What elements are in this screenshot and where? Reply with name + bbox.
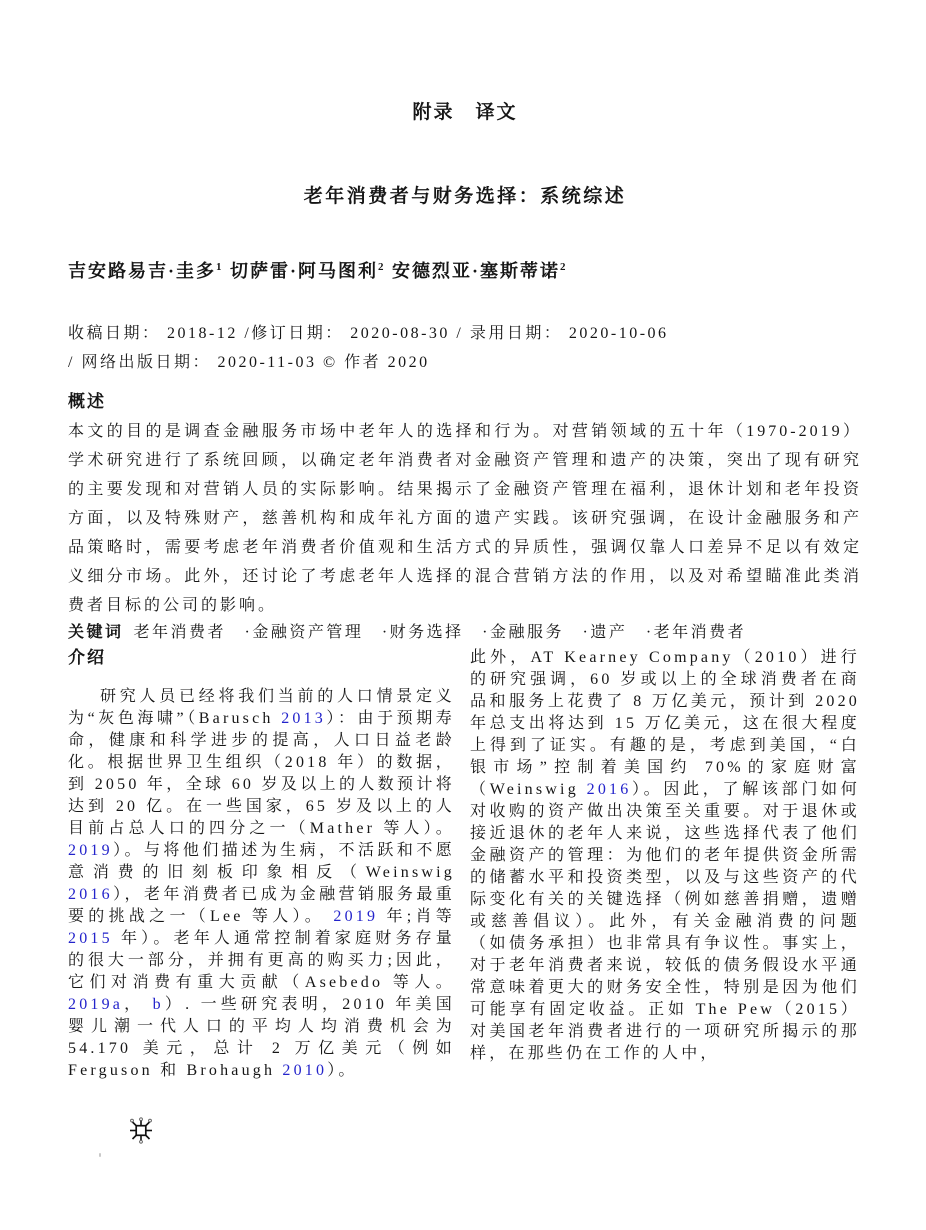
- text-run: 切萨雷·阿马图利: [223, 261, 379, 281]
- dates-block: [68, 319, 862, 377]
- citation-link[interactable]: 2010: [282, 1062, 328, 1079]
- text-run: 此外，AT Kearney Company（2010）进行的研究强调，60 岁或以上的全球消费者在商品和服务上花费了 8 万亿美元，预计到 2020 年总支出将达到 15 万亿美元，这在很大程度上得到了证实。有趣的是，考虑到美国，“白银市场”控制着美国约 70%的家庭财富（Weinswig: [470, 649, 860, 798]
- intro-right-paragraph: [470, 647, 860, 1065]
- paper-title: 老年消费者与财务选择：系统综述: [303, 186, 627, 207]
- ink-speck: [99, 1153, 101, 1157]
- keywords-label: 关键词: [68, 624, 124, 641]
- text-run: 年;肖等: [378, 908, 455, 925]
- author-affiliation-sup: 2: [560, 261, 568, 273]
- text-run: 年）。老年人通常控制着家庭财务存量的很大一部分，并拥有更高的购买力;因此，它们对消费有重大贡献（Asebedo 等人。: [68, 930, 455, 991]
- citation-link[interactable]: 2016: [586, 781, 632, 798]
- text-run: ）。因此，了解该部门如何对收购的资产做出决策至关重要。对于退休或接近退休的老年人来说，这些选择代表了他们金融资产的管理：为他们的老年提供资金所需的储蓄水平和投资类型，以及与这些资产的代际变化有关的关键选择（例如慈善捐赠，遗赠或慈善倡议）。此外，有关金融消费的问题（如债务承担）也非常具有争议性。事实上，对于老年消费者来说，较低的债务假设水平通常意味着更大的财务安全性，特别是因为他们可能享有固定收益。正如 The Pew（2015）对美国老年消费者进行的一项研究所揭示的那样，在那些仍在工作的人中，: [470, 781, 860, 1062]
- author-affiliation-sup: 1: [216, 261, 224, 273]
- introduction-columns: [68, 647, 862, 1082]
- citation-link[interactable]: 2019: [68, 842, 113, 859]
- keywords-list: 老年消费者 ·金融资产管理 ·财务选择 ·金融服务 ·遗产 ·老年消费者: [133, 624, 747, 641]
- citation-link[interactable]: 2019: [333, 908, 379, 925]
- authors-line: [68, 259, 862, 283]
- intro-left-paragraph: [68, 686, 455, 1082]
- text-run: ）。: [327, 1062, 358, 1079]
- text-run: ，: [123, 996, 153, 1013]
- text-run: 吉安路易吉·圭多: [68, 261, 217, 281]
- abstract-body: 本文的目的是调查金融服务市场中老年人的选择和行为。对营销领域的五十年（1970-2019）学术研究进行了系统回顾，以确定老年消费者对金融资产管理和遗产的决策，突出了现有研究的主要发现和对营销人员的实际影响。结果揭示了金融资产管理在福利，退休计划和老年投资方面，以及特殊财产，慈善机构和成年礼方面的遗产实践。该研究强调，在设计金融服务和产品策略时，需要考虑老年消费者价值观和生活方式的异质性，强调仅靠人口差异不足以有效定义细分市场。此外，还讨论了考虑老年人选择的混合营销方法的作用，以及对希望瞄准此类消费者目标的公司的影响。: [68, 423, 862, 614]
- citation-link[interactable]: 2016: [68, 886, 113, 903]
- text-run: ），老年消费者已成为金融营销服务最重要的挑战之一（Lee 等人）。: [68, 886, 455, 925]
- sun-ornament-icon: [128, 1117, 154, 1145]
- text-run: 安德烈亚·塞斯蒂诺: [385, 261, 561, 281]
- intro-left-column: [68, 647, 455, 1082]
- dates-line-1: 收稿日期： 2018-12 /修订日期： 2020-08-30 / 录用日期： 2020-10-06: [68, 325, 669, 342]
- text-run: ）。与将他们描述为生病，不活跃和不愿意消费的旧刻板印象相反（Weinswig: [68, 842, 455, 881]
- citation-link[interactable]: b: [152, 996, 164, 1013]
- text-run: 研究人员已经将我们当前的人口情景定义为“灰色海啸”（Barusch: [68, 688, 455, 727]
- abstract-heading: 概述: [68, 392, 106, 411]
- text-run: ）. 一些研究表明，2010 年美国婴儿潮一代人口的平均人均消费机会为 54.170 美元，总计 2 万亿美元（例如 Ferguson 和 Brohaugh: [68, 996, 455, 1079]
- citation-link[interactable]: 2013: [281, 710, 326, 727]
- citation-link[interactable]: 2015: [68, 930, 113, 947]
- intro-right-column: [470, 647, 860, 1082]
- keywords-line: [68, 621, 862, 645]
- author-affiliation-sup: 2: [378, 261, 386, 273]
- intro-heading: 介绍: [68, 648, 106, 667]
- text-run: ）：由于预期寿命，健康和科学进步的提高，人口日益老龄化。根据世界卫生组织（2018 年）的数据，到 2050 年，全球 60 岁及以上的人数预计将达到 20 亿。在一些国家，65 岁及以上的人目前占总人口的四分之一（Mather 等人）。: [68, 710, 455, 837]
- dates-line-2: / 网络出版日期： 2020-11-03 © 作者 2020: [68, 354, 430, 371]
- citation-link[interactable]: 2019a: [68, 996, 124, 1013]
- appendix-title: 附录 译文: [412, 102, 518, 123]
